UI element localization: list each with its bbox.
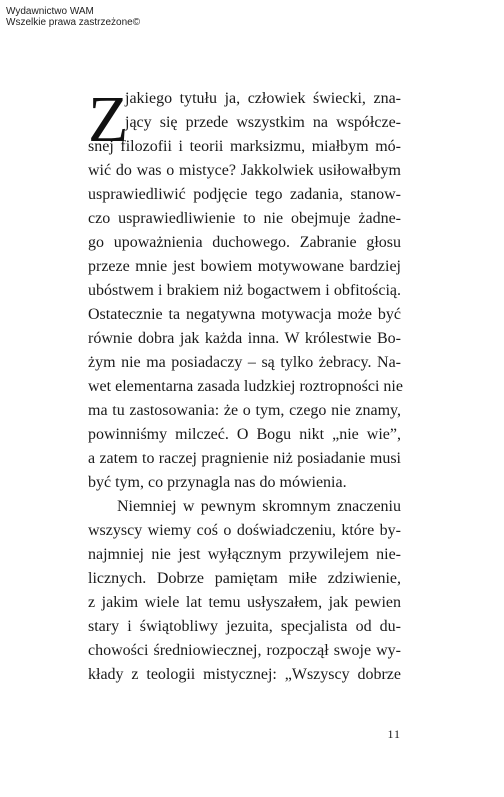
text-line: ubóstwem i brakiem niż bogactwem i obfitością. [88, 282, 401, 299]
text-line: licznych. Dobrze pamiętam miłe zdziwienie, [88, 570, 401, 587]
text-line: czo usprawiedliwienie to nie obejmuje żadne- [88, 210, 401, 227]
text-line: powinniśmy milczeć. O Bogu nikt „nie wie”, [88, 426, 401, 443]
text-line: jakiego tytułu ja, człowiek świecki, zna- [125, 90, 401, 107]
publisher-name: Wydawnictwo WAM [6, 6, 94, 17]
text-line: z jakim wiele lat temu usłyszałem, jak pewien [88, 594, 401, 611]
copyright-notice: Wszelkie prawa zastrzeżone© [6, 17, 141, 28]
text-line: usprawiedliwić podjęcie tego zadania, stanow- [88, 186, 401, 203]
text-line: Niemniej w pewnym skromnym znaczeniu [117, 498, 401, 515]
text-line: być tym, co przynagla nas do mówienia. [88, 474, 347, 491]
drop-cap: Z [88, 83, 129, 156]
body-text [88, 83, 403, 687]
text-line: jący się przede wszystkim na współcze- [125, 114, 401, 131]
text-line: snej filozofii i teorii marksizmu, miałbym mó- [88, 138, 401, 155]
text-line: wszyscy wiemy coś o doświadczeniu, które by- [88, 522, 401, 539]
text-line: kłady z teologii mistycznej: „Wszyscy dobrze [88, 666, 401, 683]
text-line: ma tu zastosowania: że o tym, czego nie znamy, [88, 402, 401, 419]
text-line: wet elementarna zasada ludzkiej roztropności nie [88, 378, 403, 395]
paragraph [88, 495, 401, 687]
text-line: wić do was o mistyce? Jakkolwiek usiłowałbym [88, 162, 401, 179]
text-line: żym nie ma posiadaczy – są tylko żebracy. Na- [88, 354, 401, 371]
text-line: a zatem to raczej pragnienie niż posiadanie musi [88, 450, 401, 467]
text-line: Ostatecznie ta negatywna motywacja może być [88, 306, 401, 323]
text-line: chowości średniowiecznej, rozpoczął swoje wy- [88, 642, 401, 659]
page-number: 11 [387, 727, 401, 741]
text-line: stary i świątobliwy jezuita, specjalista od du- [88, 618, 401, 635]
text-line: go upoważnienia duchowego. Zabranie głosu [88, 234, 401, 251]
text-line: przeze mnie jest bowiem motywowane bardziej [88, 258, 401, 275]
text-line: najmniej nie jest wyłącznym przywilejem nie- [88, 546, 401, 563]
publisher-notice [6, 6, 140, 28]
paragraph [88, 83, 403, 495]
text-line: równie dobra jak każda inna. W królestwie Bo- [88, 330, 401, 347]
